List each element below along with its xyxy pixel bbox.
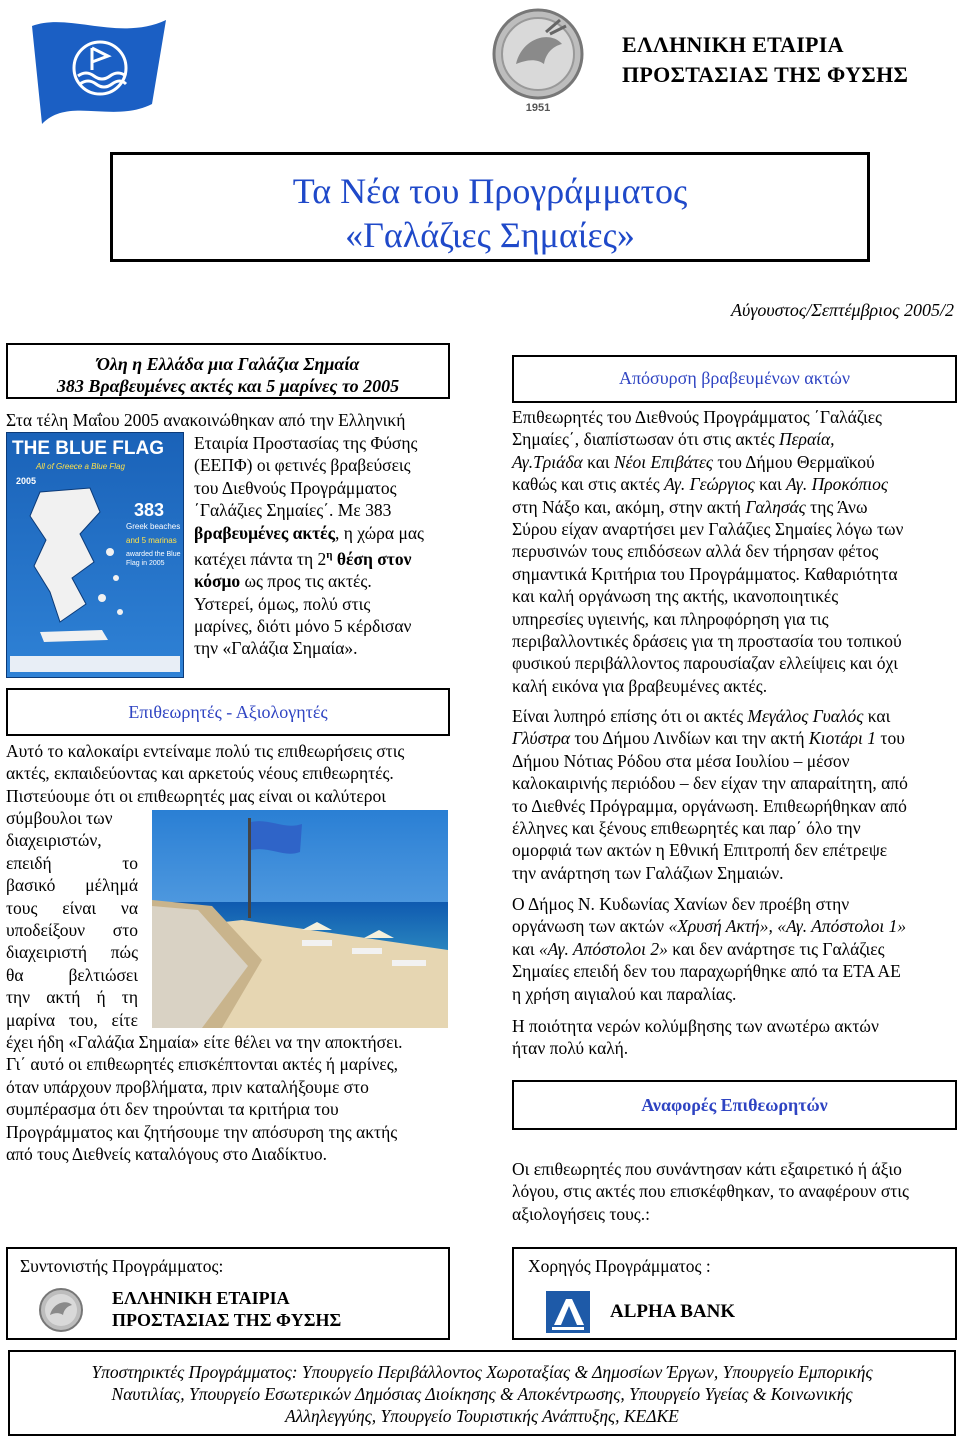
coordinator-name: ΕΛΛΗΝΙΚΗ ΕΤΑΙΡΙΑ ΠΡΟΣΤΑΣΙΑΣ ΤΗΣ ΦΥΣΗΣ (112, 1288, 342, 1330)
society-seal-logo (488, 8, 588, 120)
inspectors-heading-box (6, 688, 450, 736)
beach-photo (152, 810, 448, 1028)
reports-text: Οι επιθεωρητές που συνάντησαν κάτι εξαιρετικό ή άξιο λόγου, στις ακτές που επισκέφθηκαν, το αναφέρουν στις αξιολογήσεις τους.: (512, 1159, 909, 1224)
withdrawal-text-2: Είναι λυπηρό επίσης ότι οι ακτές Μεγάλος Γυαλός και Γλύστρα του Δήμου Λινδίων και την ακτή Κιοτάρι 1 του Δήμου Νότιας Ρόδου στα μέσα Ιουλίου – μέσον καλοκαιρινής περιόδου – δεν είχαν την απαραίτητη, από το Διεθνές Πρόγραμμα, οργάνωση. Επιθεωρήθηκαν από έλληνες και ξένους επιθεωρητές και παρ΄ όλο την ομορφιά των ακτών η Εθνική Επιτροπή δεν επέτρεψε την ανάρτηση των Γαλάζιων Σημαιών. (512, 706, 908, 883)
blue-flag-logo (24, 8, 174, 136)
newsletter-title: Τα Νέα του Προγράμματος (292, 171, 688, 211)
withdrawal-text-4: Η ποιότητα νερών κολύμβησης των ανωτέρω ακτών ήταν πολύ καλή. (512, 1016, 879, 1059)
blue-flag-poster: THE BLUE FLAG All of Greece a Blue Flag 2005 383 Greek beaches and 5 marinas awarded the Blue Flag in 2005 (6, 432, 184, 678)
withdrawal-heading-box (512, 355, 957, 403)
withdrawal-text: Επιθεωρητές του Διεθνούς Προγράμματος ΄Γαλάζιες Σημαίες΄, διαπίστωσαν ότι στις ακτές Περαία, Αγ.Τριάδα και Νέοι Επιβάτες του Δήμου Θερμαϊκού καθώς και στις ακτές Αγ. Γεώργιος και Αγ. Προκόπιος στη Νάξο και, ακόμη, στην ακτή Γαλησάς της Άνω Σύρου είχαν αναρτήσει μεν Γαλάζιες Σημαίες λόγω των περυσινών τους επιδόσεων αλλά δεν τήρησαν φέτος σημαντικά Κριτήρια του Προγράμματος. Καθαριότητα και καλή οργάνωση της ακτής, ικανοποιητικές υπηρεσίες υγιεινής, και πληροφόρηση για τις περιβαλλοντικές δράσεις για τη προστασία του τοπικού φυσικού περιβάλλοντος παρουσίαζαν ελλείψεις και όχι καλή εικόνα για βραβευμένες ακτές. (512, 407, 904, 696)
newsletter-title-box (110, 152, 870, 262)
inspectors-text-top: Αυτό το καλοκαίρι εντείναμε πολύ τις επιθεωρήσεις στις ακτές, εκπαιδεύοντας και αρκετούς νέους επιθεωρητές. Πιστεύουμε ότι οι επιθεωρητές μας είναι οι καλύτεροι (6, 741, 405, 806)
withdrawal-heading: Απόσυρση βραβευμένων ακτών (618, 368, 851, 388)
sponsor-box (512, 1247, 957, 1340)
sponsor-name: ALPHA BANK (610, 1301, 736, 1322)
inspectors-text-bottom: έχει ήδη «Γαλάζια Σημαία» είτε θέλει να την αποκτήσει. Γι΄ αυτό οι επιθεωρητές επισκέπτονται ακτές ή μαρίνες, όταν υπάρχουν προβλήματα, πριν καταλήξουμε στο συμπέρασμα ότι δεν τηρούνται τα κριτήρια του Προγράμματος και ζητήσουμε την απόσυρση της ακτής από τους Διεθνείς καταλόγους στο Διαδίκτυο. (6, 1032, 403, 1165)
withdrawal-text-3: Ο Δήμος Ν. Κυδωνίας Χανίων δεν προέβη στην οργάνωση των ακτών «Χρυσή Ακτή», «Αγ. Απόστολοι 1» και «Αγ. Απόστολοι 2» και δεν ανάρτησε τις Γαλάζιες Σημαίες επειδή δεν του παραχωρήθηκε από τα ΕΤΑ ΑΕ η χρήση αιγιαλού και παραλίας. (512, 894, 907, 1004)
society-seal-icon (38, 1287, 84, 1333)
coordinator-label: Συντονιστής Προγράμματος: (20, 1256, 224, 1276)
left-heading-box (6, 343, 450, 399)
supporters-footer: Υποστηρικτές Προγράμματος: Υπουργείο Περιβάλλοντος Χωροταξίας & Δημοσίων Έργων, Υπουργείο Εμπορικής Ναυτιλίας, Υπουργείο Εσωτερικών Δημόσιας Διοίκησης & Αποκέντρωσης, Υπουργείο Υγείας & Κοινωνικής Αλληλεγγύης, Υπουργείο Τουριστικής Ανάπτυξης, ΚΕΔΚΕ (8, 1350, 956, 1436)
inspectors-text-narrow: σύμβουλοι των διαχειριστών, επειδή το βασικό μέλημά τους είναι να υποδείξουν στο διαχειριστή πώς θα βελτιώσει την ακτή ή τη μαρίνα του, είτε (6, 808, 138, 1030)
newsletter-subtitle: «Γαλάζιες Σημαίες» (345, 215, 635, 255)
intro-text: Εταιρία Προστασίας της Φύσης (ΕΕΠΦ) οι φετινές βραβεύσεις του Διεθνούς Προγράμματος ΄Γαλάζιες Σημαίες΄. Με 383 βραβευμένες ακτές, η χώρα μας κατέχει πάντα τη $2^\eta$ θέση στον κόσμο ως προς τις ακτές. Υστερεί, όμως, πολύ στις μαρίνες, διότι μόνο 5 κέρδισαν την «Γαλάζια Σημαία». (194, 433, 424, 659)
seal-year: 1951 (525, 102, 551, 114)
inspectors-heading: Επιθεωρητές - Αξιολογητές (128, 702, 328, 722)
alpha-bank-logo-icon (546, 1291, 590, 1333)
section-heading: Όλη η Ελλάδα μια Γαλάζια Σημαία (96, 354, 360, 374)
org-title: ΕΛΛΗΝΙΚΗ ΕΤΑΙΡΙΑ ΠΡΟΣΤΑΣΙΑΣ ΤΗΣ ΦΥΣΗΣ (622, 32, 909, 87)
sponsor-label: Χορηγός Προγράμματος : (528, 1256, 711, 1276)
reports-heading-box (512, 1080, 957, 1130)
reports-heading: Αναφορές Επιθεωρητών (641, 1095, 828, 1115)
issue-date: Αύγουστος/Σεπτέμβριος 2005/2 (730, 300, 954, 320)
coordinator-box (6, 1247, 450, 1340)
section-subheading: 383 Βραβευμένες ακτές και 5 μαρίνες το 2005 (56, 376, 400, 396)
intro-first-line: Στα τέλη Μαΐου 2005 ανακοινώθηκαν από την Ελληνική (6, 410, 406, 430)
